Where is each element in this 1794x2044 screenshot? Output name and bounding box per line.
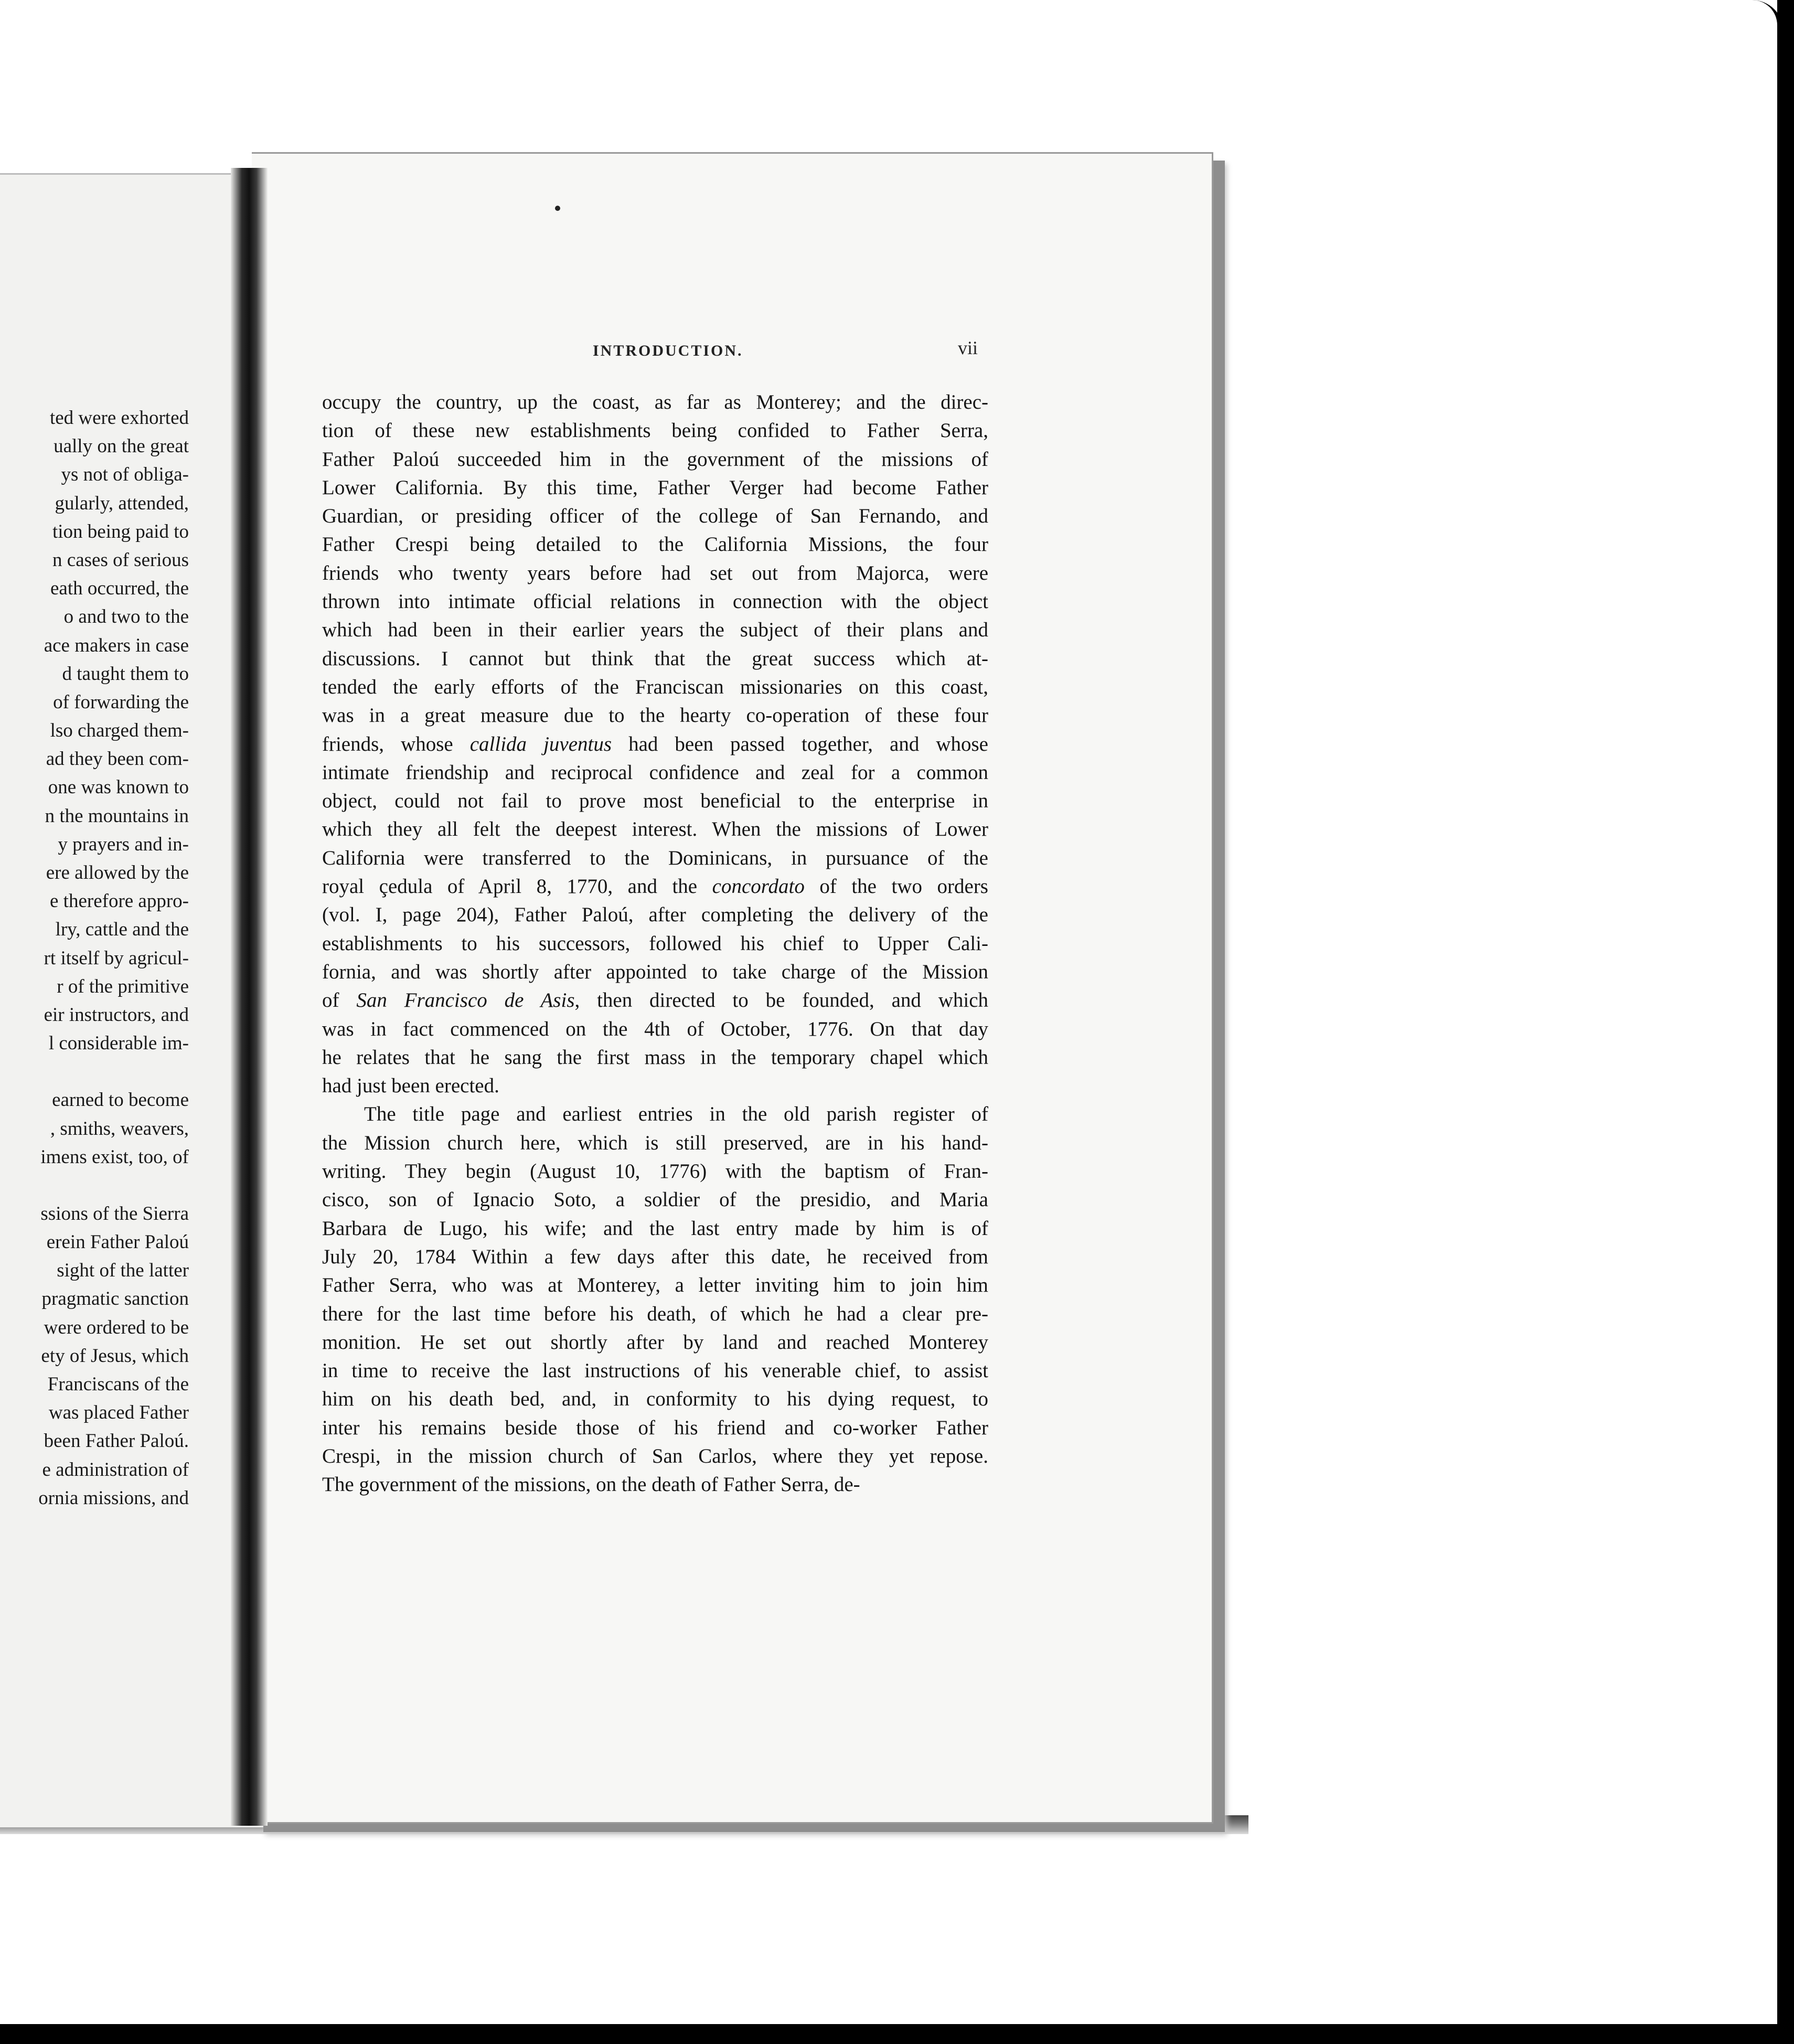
text-line: Father Crespi being detailed to the California Missions, the four — [322, 533, 988, 556]
left-text-line: n the mountains in — [45, 805, 189, 827]
text-line: California were transferred to the Dominicans, in pursuance of the — [322, 846, 988, 869]
text-line: (vol. I, page 204), Father Paloú, after completing the delivery of the — [322, 903, 988, 927]
text-line: tion of these new establishments being confided to Father Serra, — [322, 419, 988, 442]
text-line: inter his remains beside those of his friend and co-worker Father — [322, 1416, 988, 1439]
text-line: friends who twenty years before had set out from Majorca, were — [322, 561, 988, 584]
text-line: monition. He set out shortly after by land and reached Monterey — [322, 1330, 988, 1354]
text-line: royal çedula of April 8, 1770, and the concordato of the two orders — [322, 875, 988, 898]
left-text-line: l considerable im- — [48, 1032, 189, 1055]
line-gap — [0, 1058, 189, 1086]
page-number: vii — [958, 337, 978, 358]
text-line: the Mission church here, which is still preserved, are in his hand- — [322, 1131, 988, 1154]
text-line: Father Paloú succeeded him in the government of the missions of — [322, 448, 988, 471]
left-text-line: ted were exhorted — [49, 407, 189, 429]
left-text-line: y prayers and in- — [58, 833, 189, 855]
running-head: INTRODUCTION. — [593, 342, 743, 359]
text-line: July 20, 1784 Within a few days after this date, he received from — [322, 1245, 988, 1268]
left-text-line: imens exist, too, of — [40, 1146, 189, 1168]
text-line: cisco, son of Ignacio Soto, a soldier of the presidio, and Maria — [322, 1188, 988, 1211]
left-page-text — [0, 404, 189, 1513]
left-text-line: ys not of obliga- — [61, 464, 189, 486]
left-text-line: sight of the latter — [57, 1260, 189, 1282]
left-text-line: erein Father Paloú — [46, 1231, 189, 1253]
left-text-line: gularly, attended, — [55, 492, 189, 514]
left-text-line: e administration of — [42, 1459, 189, 1481]
left-text-line: been Father Paloú. — [44, 1430, 189, 1452]
line-gap — [0, 1172, 189, 1200]
paragraph-1-part-a — [322, 388, 988, 730]
text-line: writing. They begin (August 10, 1776) with the baptism of Fran- — [322, 1160, 988, 1183]
text-line: there for the last time before his death, of which he had a clear pre- — [322, 1302, 988, 1325]
page-speck — [555, 206, 560, 211]
italic-phrase: San Francisco de Asis — [356, 989, 575, 1012]
text-line: friends, whose callida juventus had been passed together, and whose — [322, 732, 988, 755]
left-text-line: ually on the great — [54, 435, 189, 457]
left-text-line: eath occurred, the — [50, 578, 189, 600]
text-line: occupy the country, up the coast, as far as Monterey; and the direc- — [322, 391, 988, 413]
book-spine — [231, 168, 268, 1826]
text-line: The title page and earliest entries in the old parish register of — [364, 1103, 988, 1126]
text-line: which had been in their earlier years the subject of their plans and — [322, 619, 988, 642]
italic-phrase: concordato — [712, 875, 805, 898]
paragraph-1-part-d — [322, 1015, 988, 1101]
text-line: of San Francisco de Asis, then directed to be founded, and which — [322, 989, 988, 1012]
text-line: Father Serra, who was at Monterey, a letter inviting him to join him — [322, 1274, 988, 1297]
text-line: discussions. I cannot but think that the great success which at- — [322, 647, 988, 670]
body-text — [322, 388, 988, 1499]
text-line: Crespi, in the mission church of San Carlos, where they yet repose. — [322, 1444, 988, 1467]
text-line: he relates that he sang the first mass in the temporary chapel which — [322, 1046, 988, 1069]
left-text-line: of forwarding the — [53, 691, 189, 713]
scan-frame-bottom — [0, 2024, 1794, 2044]
left-text-line: Franciscans of the — [47, 1374, 189, 1395]
text-line: Barbara de Lugo, his wife; and the last entry made by him is of — [322, 1217, 988, 1240]
left-text-line: , smiths, weavers, — [50, 1117, 189, 1140]
text-line: establishments to his successors, followed his chief to Upper Cali- — [322, 932, 988, 955]
left-text-line: rt itself by agricul- — [44, 947, 189, 969]
text-line: object, could not fail to prove most beneficial to the enterprise in — [322, 790, 988, 813]
text-line: had just been erected. — [322, 1074, 499, 1098]
left-text-line: tion being paid to — [52, 520, 189, 542]
left-text-line: ere allowed by the — [46, 862, 189, 883]
text-line: in time to receive the last instructions of his venerable chief, to assist — [322, 1359, 988, 1382]
text-line: tended the early efforts of the Franciscan missionaries on this coast, — [322, 675, 988, 698]
left-text-line: lso charged them- — [50, 720, 189, 742]
text-line: which they all felt the deepest interest. When the missions of Lower — [322, 818, 988, 841]
italic-phrase: callida juventus — [469, 732, 612, 755]
left-text-line: ad they been com- — [46, 748, 189, 770]
scan-frame-right — [1777, 0, 1794, 2044]
left-text-line: ety of Jesus, which — [41, 1345, 189, 1367]
text-line: Guardian, or presiding officer of the college of San Fernando, and — [322, 505, 988, 528]
left-text-line: e therefore appro- — [50, 890, 189, 912]
text-line: fornia, and was shortly after appointed to take charge of the Mission — [322, 960, 988, 983]
left-text-line: ace makers in case — [44, 634, 189, 656]
text-line: thrown into intimate official relations in connection with the object — [322, 590, 988, 613]
left-text-line: ornia missions, and — [38, 1487, 189, 1509]
text-line: intimate friendship and reciprocal confidence and zeal for a common — [322, 761, 988, 784]
left-text-line: eir instructors, and — [44, 1004, 189, 1026]
left-text-line: was placed Father — [48, 1402, 189, 1424]
left-text-line: o and two to the — [63, 606, 189, 628]
left-text-line: were ordered to be — [44, 1316, 189, 1338]
paragraph-2 — [322, 1100, 988, 1499]
paragraph-1-part-c — [322, 901, 988, 986]
text-line: was in a great measure due to the hearty co-operation of these four — [322, 704, 988, 727]
left-text-line: r of the primitive — [57, 975, 189, 997]
left-text-line: lry, cattle and the — [55, 919, 189, 941]
left-text-line: d taught them to — [62, 663, 189, 685]
left-text-line: earned to become — [52, 1089, 189, 1111]
text-line: Lower California. By this time, Father Verger had become Father — [322, 476, 988, 499]
paragraph-1-part-b — [322, 759, 988, 872]
text-line: him on his death bed, and, in conformity to his dying request, to — [322, 1388, 988, 1411]
text-line: was in fact commenced on the 4th of October, 1776. On that day — [322, 1017, 988, 1040]
left-text-line: ssions of the Sierra — [40, 1202, 189, 1225]
left-text-line: one was known to — [48, 776, 189, 799]
left-text-line: n cases of serious — [52, 549, 189, 571]
left-text-line: pragmatic sanction — [41, 1288, 189, 1310]
text-line: The government of the missions, on the death of Father Serra, de- — [322, 1473, 860, 1496]
